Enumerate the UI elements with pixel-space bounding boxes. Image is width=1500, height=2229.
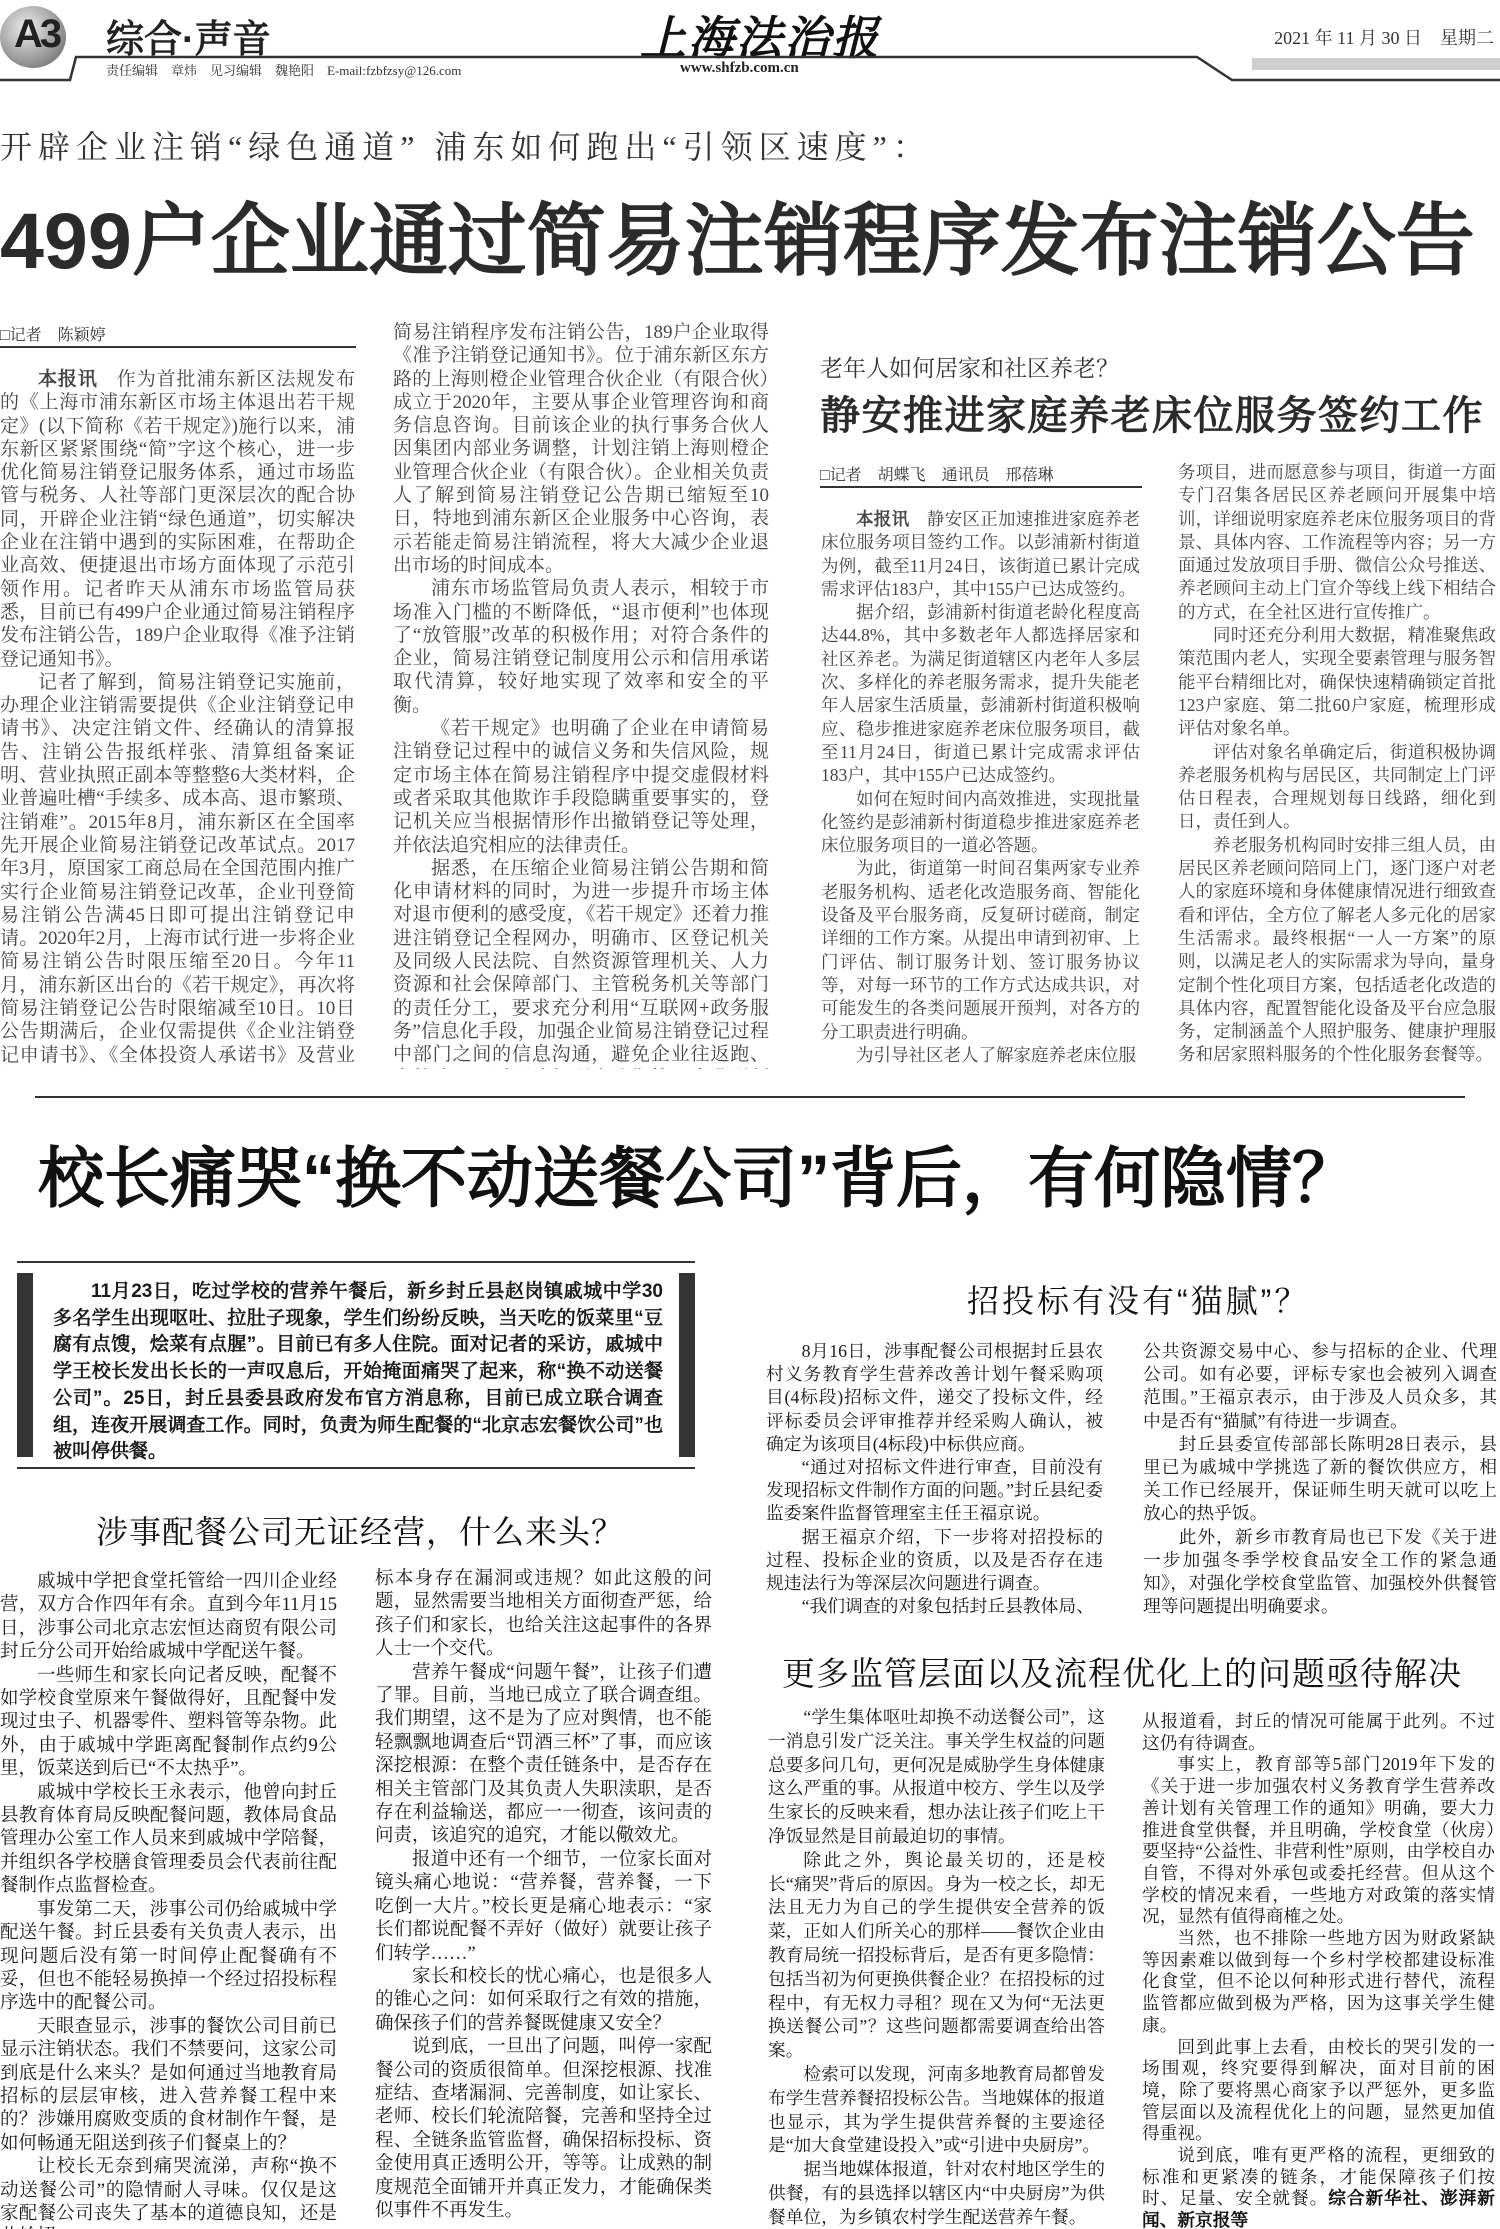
article-column (1178, 461, 1496, 1073)
paragraph-text: 浦东市场监管局负责人表示，相较于市场准入门槛的不断降低，“退市便利”也体现了“放管服”改革的积极作用；对符合条件的企业，简易注销登记制度用公示和信用承诺取代清算，较好地实现了效率和安全的平衡。 (393, 578, 769, 716)
publication-date: 2021 年 11 月 30 日 星期二 (1274, 28, 1494, 48)
paragraph (1143, 1433, 1497, 1526)
paragraph-text: 养老服务机构同时安排三组人员，由居民区养老顾问陪同上门，逐门逐户对老人的家庭环境和身体健康情况进行细致查看和评估，全方位了解老人多元化的居家生活需求。最终根据“一人一方案”的原则，以满足老人的实际需求为导向，量身定制个性化项目方案，包括适老化改造的具体内容，配置智能化设备及平台应急服务，定制涵盖个人照护服务、健康护理服务和居家照料服务的个性化服务套餐等。 (1178, 834, 1496, 1065)
paragraph (768, 1849, 1105, 2063)
dateline-label: 本报讯 (856, 509, 910, 529)
header-grey-bar (1252, 58, 1500, 70)
paragraph-text: 一些师生和家长向记者反映，配餐不如学校食堂原来午餐做得好，且配餐中发现过虫子、机器零件、塑料管等杂物。此外，由于戚城中学距离配餐制作点约9公里，饭菜送到后已“不太热乎”。 (0, 1665, 337, 1780)
subsection-heading: 更多监管层面以及流程优化上的问题亟待解决 (782, 1655, 1462, 1692)
article-headline: 499户企业通过简易注销程序发布注销公告 (0, 196, 1475, 285)
paragraph (1142, 2145, 1495, 2229)
paragraph (1142, 2037, 1495, 2146)
paragraph-text: 封丘县委宣传部部长陈明28日表示，县里已为戚城中学挑选了新的餐饮供应方，相关工作已经展开，保证师生明天就可以吃上放心的热乎饭。 (1143, 1433, 1497, 1524)
article-headline: 静安推进家庭养老床位服务签约工作 (820, 394, 1484, 438)
paragraph-text: 检索可以发现，河南多地教育局都曾发布学生营养餐招投标公告。当地媒体的报道也显示，其为学生提供营养餐的主要途径是“加大食堂建设投入”或“引进中央厨房”。 (768, 2063, 1105, 2156)
paragraph-text: 据当地媒体报道，针对农村地区学生的供餐，有的县选择以辖区内“中央厨房”为供餐单位，为乡镇农村学生配送营养午餐。 (768, 2159, 1105, 2227)
paragraph-text: 戚城中学校长王永表示，他曾向封丘县教育体育局反映配餐问题，教体局食品管理办公室工作人员来到戚城中学陪餐，并组织各学校膳食管理委员会代表前往配餐制作点监督检查。 (0, 1782, 337, 1897)
summary-text: 11月23日，吃过学校的营养午餐后，新乡封丘县赵岗镇戚城中学30多名学生出现呕吐、拉肚子现象，学生们纷纷反映，当天吃的饭菜里“豆腐有点馊，烩菜有点腥”。目前已有多人住院。面对记者的采访，戚城中学王校长发出长长的一声叹息后，开始掩面痛哭了起来，称“换不动送餐公司”。25日，封丘县委县政府发布官方消息称，目前已成立联合调查组，连夜开展调查工作。同时，负责为师生配餐的“北京志宏餐饮公司”也被叫停供餐。 (53, 1281, 663, 1463)
paragraph (766, 1595, 1103, 1618)
website-link[interactable]: www.shfzb.com.cn (680, 60, 799, 76)
paragraph (768, 2063, 1105, 2158)
paragraph (0, 368, 355, 671)
paragraph (375, 1849, 712, 1966)
byline: □记者 陈颖婷 (0, 327, 106, 344)
paragraph (1178, 834, 1496, 1067)
paragraph-text: “我们调查的对象包括封丘县教体局、 (801, 1596, 1094, 1617)
feature-headline: 校长痛哭“换不动送餐公司”背后，有何隐情？ (38, 1141, 1358, 1215)
paragraph (766, 1526, 1103, 1596)
paragraph-text: 据王福京介绍，下一步将对招投标的过程、投标企业的资质，以及是否存在违规违法行为等深层次问题进行调查。 (766, 1526, 1103, 1594)
paragraph (0, 1899, 337, 2016)
article-column (821, 508, 1140, 1073)
paragraph-text: 让校长无奈到痛哭流涕，声称“换不动送餐公司”的隐情耐人寻味。仅仅是这家配餐公司丧失了基本的道德良知，还是 (0, 2157, 337, 2224)
paragraph (393, 577, 769, 717)
paragraph (1178, 624, 1496, 740)
subsection-heading: 招投标有没有“猫腻”？ (967, 1283, 1310, 1319)
subsection-heading: 涉事配餐公司无证经营，什么来头？ (96, 1514, 625, 1550)
paragraph-text: 为引导社区老人了解家庭养老床位服 (856, 1044, 1136, 1065)
paragraph-text: 说到底，唯有更严格的流程，更细致的标准和更紧凑的链条，才能保障孩子们按时、足量、安全就餐。 (1142, 2145, 1495, 2209)
section-title: 综合·声音 (106, 19, 271, 61)
paragraph-text: 简易注销程序发布注销公告，189户企业取得《准予注销登记通知书》。位于浦东新区东方路的上海则橙企业管理合伙企业（有限合伙）成立于2020年，主要从事企业管理咨询和商务信息咨询。目前该企业的执行事务合伙人因集团内部业务调整，计划注销上海则橙企业管理合伙企业（有限合伙）。企业相关负责人了解到简易注销登记公告期已缩短至10日，特地到浦东新区企业服务中心咨询，表示若能走简易注销流程，将大大减少企业退出市场的时间成本。 (393, 322, 769, 576)
paragraph-text: 除此之外，舆论最关切的，还是校长“痛哭”背后的原因。身为一校之长，却无法且无力为自己的学生提供安全营养的饭菜，正如人们所关心的那样——餐饮企业由教育局统一招投标背后，是否有更多隐情：包括当初为何更换供餐企业？在招投标的过程中，有无权力寻租？现在又为何“无法更换送餐公司”？这些问题都需要调查给出答案。 (768, 1849, 1105, 2061)
paragraph-text: 当然，也不排除一些地方因为财政紧缺等因素难以做到每一个乡村学校都建设标准化食堂，但不论以何种形式进行替代，流程监管都应做到极为严格，因为这事关学生健康。 (1142, 1928, 1495, 2035)
paragraph (821, 601, 1140, 787)
paragraph-text: 公共资源交易中心、参与招标的企业、代理公司。如有必要，评标专家也会被列入调查范围。”王福京表示，由于涉及人员众多，其中是否有“猫腻”有待进一步调查。 (1143, 1341, 1497, 1431)
paragraph-text: 作为首批浦东新区法规发布的《上海市浦东新区市场主体退出若干规定》(以下简称《若干规定》)施行以来，浦东新区紧紧围绕“简”字这个核心，进一步优化简易注销登记服务体系，通过市场监管与税务、人社等部门更深层次的配合协同，开辟企业注销“绿色通道”，切实解决企业在注销中遇到的实际困难，在帮助企业高效、便捷退出市场方面体现了示范引领作用。记者昨天从浦东市场监管局获悉，目前已有499户企业通过简易注销程序发布注销公告，189户企业取得《准予注销登记通知书》。 (0, 369, 355, 670)
paragraph (1143, 1340, 1497, 1433)
article-column (375, 1568, 712, 2229)
article-column (768, 1706, 1105, 2229)
paragraph-text: 静安区正加速推进家庭养老床位服务项目签约工作。以彭浦新村街道为例，截至11月24日，该街道已累计完成需求评估183户，其中155户已达成签约。 (821, 509, 1140, 599)
article-column (1143, 1340, 1497, 1625)
paragraph (375, 1662, 712, 1849)
paragraph (393, 321, 769, 577)
paragraph-text: 事发第二天，涉事公司仍给戚城中学配送午餐。封丘县委有关负责人表示，出现问题后没有第一时间停止配餐确有不妥，但也不能轻易换掉一个经过招投标程序选中的配餐公司。 (0, 1899, 337, 2014)
paragraph-text: 如何在短时间内高效推进，实现批量化签约是彭浦新村街道稳步推进家庭养老床位服务项目的一道必答题。 (821, 788, 1140, 856)
paragraph-text: 务项目，进而愿意参与项目，街道一方面专门召集各居民区养老顾问开展集中培训，详细说明家庭养老床位服务项目的背景、具体内容、工作流程等内容；另一方面通过发放项目手册、微信公众号推送、养老顾问主动上门宣介等线上线下相结合的方式，在全社区进行宣传推广。 (1178, 462, 1496, 622)
paragraph (0, 1571, 337, 1665)
paragraph (821, 857, 1140, 1043)
paragraph (375, 1568, 712, 1662)
paragraph-text: 家长和校长的忧心痛心，也是很多人的锥心之问：如何采取行之有效的措施，确保孩子们的营养餐既健康又安全？ (375, 1966, 712, 2034)
section-divider (35, 1096, 1465, 1098)
summary-bar-right (679, 1273, 695, 1457)
paragraph-text: 同时还充分利用大数据，精准聚焦政策范围内老人，实现全要素管理与服务智能平台精细比对，确保快速精确锁定首批123户家庭、第二批60户家庭，梳理形成评估对象名单。 (1178, 625, 1496, 739)
paragraph (821, 1044, 1140, 1067)
paragraph (821, 508, 1140, 601)
paragraph-text: 营养午餐成“问题午餐”，让孩子们遭了罪。目前，当地已成立了联合调查组。我们期望，这不是为了应对舆情，也不能轻飘飘地调查后“罚酒三杯”了事，而应该深挖根源：在整个责任链条中，是否存在相关主管部门及其负责人失职渎职，是否存在利益输送，都应一一彻查，该问责的问责，该追究的追究，才能以儆效尤。 (375, 1662, 712, 1847)
summary-bar-left (17, 1273, 33, 1457)
paragraph-text: 为此，街道第一时间召集两家专业养老服务机构、适老化改造服务商、智能化设备及平台服务商，反复研讨磋商，制定详细的工作方案。从提出申请到初审、上门评估、制订服务计划、签订服务协议等，对每一环节的工作方式达成共识，对可能发生的各类问题展开预判，对各方的分工职责进行明确。 (821, 858, 1140, 1042)
paragraph (375, 2036, 712, 2223)
paragraph-text: 标本身存在漏洞或违规？如此这般的问题，显然需要当地相关方面彻查严惩，给孩子们和家长，也给关注这起事件的各界人士一个交代。 (375, 1569, 712, 1660)
article-column (766, 1340, 1103, 1625)
paragraph (766, 1456, 1103, 1526)
paragraph-text: 评估对象名单确定后，街道积极协调养老服务机构与居民区，共同制定上门评估日程表，合理规划每日线路，细化到日，责任到人。 (1178, 741, 1496, 832)
paragraph (0, 1665, 337, 1782)
paragraph-text: 回到此事上去看，由校长的哭引发的一场围观，终究要得到解决，面对目前的困境，除了要将黑心商家予以严惩外，更多监管层面以及流程优化上的问题，显然更加值得重视。 (1142, 2036, 1495, 2144)
article-kicker: 开辟企业注销“绿色通道” 浦东如何跑出“引领区速度”： (0, 129, 931, 165)
paragraph-text: 说到底，一旦出了问题，叫停一家配餐公司的资质很简单。但深挖根源、找准症结、查堵漏洞、完善制度，如让家长、老师、校长们轮流陪餐，完善和坚持全过程、全链条监管监督，确保招标投标、资金使用真正透明公开，等等。让成熟的制度规范全面铺开并真正发力，才能确保类似事件不再发生。 (375, 2037, 712, 2221)
paragraph-text: 此外，新乡市教育局也已下发《关于进一步加强冬季学校食品安全工作的紧急通知》，对强化学校食堂监管、加强校外供餐管理等问题提出明确要求。 (1143, 1526, 1497, 1617)
paragraph-text: “学生集体呕吐却换不动送餐公司”，这一消息引发广泛关注。事关学生权益的问题总要多问几句，更何况是威胁学生身体健康这么严重的事。从报道中校方、学生以及学生家长的反映来看，想办法让孩子们吃上干净饭显然是目前最迫切的事情。 (768, 1707, 1105, 1846)
paragraph-text: 记者了解到，简易注销登记实施前，办理企业注销需要提供《企业注销登记申请书》、决定注销文件、经确认的清算报告、注销公告报纸样张、清算组备案证明、营业执照正副本等整整6大类材料，企业普遍吐槽“手续多、成本高、退市繁琐、注销难”。2015年8月，浦东新区在全国率先开展企业简易注销登记改革试点。2017年3月，原国家工商总局在全国范围内推广实行企业简易注销登记改革，企业刊登简易注销公告满45日即可提出注销登记申请。2020年2月，上海市试行进一步将企业简易注销公告时限压缩至20日。今年11月，浦东新区出台的《若干规定》，再次将简易注销登记公告时限缩减至10日。10日公告期满后，企业仅需提供《企业注销登记申请书》、《全体投资人承诺书》及营业 (0, 671, 355, 1066)
page-number: A3 (14, 12, 60, 56)
paragraph (1178, 461, 1496, 624)
source-credit: 综合新华社、澎湃新闻、新京报等 (1142, 2188, 1495, 2229)
paragraph (1142, 1928, 1495, 2037)
article-column (0, 1571, 337, 2229)
summary-top-rule (17, 1261, 695, 1263)
paragraph (0, 671, 355, 1068)
paragraph (0, 1782, 337, 1899)
paragraph-text: 报道中还有一个细节，一位家长面对镜头痛心地说：“营养餐，营养餐，一下吃倒一大片。”校长更是痛心地表示：“家长们都说配餐不弄好（做好）就要让孩子们转学……” (375, 1849, 712, 1964)
paragraph-text: 事实上，教育部等5部门2019年下发的《关于进一步加强农村义务教育学生营养改善计划有关管理工作的通知》明确，要大力推进食堂供餐，并且明确，学校食堂（伙房）要坚持“公益性、非营利性”原则，由学校自办自管，不得对外承包或委托经营。但从这个学校的情况来看，一些地方对政策的落实情况，显然有值得商榷之处。 (1142, 1754, 1495, 1927)
paragraph (768, 1706, 1105, 1849)
byline-rule (0, 346, 356, 348)
article-column (393, 321, 769, 1069)
paragraph (768, 2158, 1105, 2229)
summary-box (17, 1273, 695, 1463)
paragraph-text: 从报道看，封丘的情况可能属于此列。不过这仍有待调查。 (1142, 1711, 1495, 1753)
paragraph-text: “通过对招标文件进行审查，目前没有发现招标文件制作方面的问题。”封丘县纪委监委案件监督管理室主任王福京说。 (766, 1457, 1103, 1524)
article-column (0, 368, 355, 1068)
paragraph-text: 8月16日，涉事配餐公司根据封丘县农村义务教育学生营养改善计划午餐采购项目(4标段)招标文件，递交了投标文件，经评标委员会评审推荐并经采购人确认，被确定为该项目(4标段)中标供应商。 (766, 1341, 1103, 1454)
paragraph-text: 天眼查显示，涉事的餐饮公司目前已显示注销状态。我们不禁要问，这家公司到底是什么来头？是如何通过当地教育局招标的层层审核，进入营养餐工程中来的？涉嫌用腐败变质的食材制作午餐，是如何畅通无阻送到孩子们餐桌上的？ (0, 2016, 337, 2154)
paragraph (821, 788, 1140, 858)
paragraph-text: 戚城中学把食堂托管给一四川企业经营，双方合作四年有余。直到今年11月15日，涉事公司北京志宏恒达商贸有限公司封丘分公司开始给戚城中学配送午餐。 (0, 1572, 337, 1663)
editor-credits: 责任编辑 章炜 见习编辑 魏艳阳 E-mail:fzbfzsy@126.com (106, 63, 462, 78)
article-column (1142, 1711, 1495, 2229)
paragraph (1143, 1526, 1497, 1619)
paragraph (0, 2156, 337, 2229)
byline: □记者 胡蝶飞 通讯员 邢蓓琳 (820, 467, 1054, 484)
article-kicker: 老年人如何居家和社区养老？ (820, 355, 1119, 381)
paragraph (1142, 1754, 1495, 1928)
paragraph (1178, 741, 1496, 834)
paragraph (393, 717, 769, 857)
masthead-logo: 上海法治报 (640, 13, 880, 64)
paragraph (375, 1966, 712, 2036)
dateline-label: 本报讯 (38, 369, 98, 390)
paragraph (1142, 1711, 1495, 1754)
summary-bottom-rule (17, 1467, 695, 1469)
paragraph-text: 据悉，在压缩企业简易注销公告期和简化申请材料的同时，为进一步提升市场主体对退市便利的感受度，《若干规定》还着力推进注销登记全程网办，明确市、区登记机关及同级人民法院、自然资源管理机关、人力资源和社会保障部门、主管税务机关等部门的责任分工，要求充分利用“互联网+政务服务”信息化手段，加强企业简易注销登记过程中部门之间的信息沟通，避免企业往返跑、 (393, 857, 769, 1066)
paragraph (393, 857, 769, 1069)
paragraph (766, 1340, 1103, 1456)
byline-rule (820, 486, 1142, 488)
paragraph-text: 《若干规定》也明确了企业在申请简易注销登记过程中的诚信义务和失信风险，规定市场主体在简易注销程序中提交虚假材料或者采取其他欺诈手段隐瞒重要事实的，登记机关应当根据情形作出撤销登记等处理，并依法追究相应的法律责任。 (393, 718, 769, 856)
paragraph (0, 2016, 337, 2156)
paragraph-text: 据介绍，彭浦新村街道老龄化程度高达44.8%，其中多数老年人都选择居家和社区养老。为满足街道辖区内老年人多层次、多样化的养老服务需求，提升失能老年人居家生活质量，彭浦新村街道积极响应、稳步推进家庭养老床位服务项目，截至11月24日，街道已累计完成需求评估183户，其中155户已达成签约。 (821, 602, 1140, 786)
